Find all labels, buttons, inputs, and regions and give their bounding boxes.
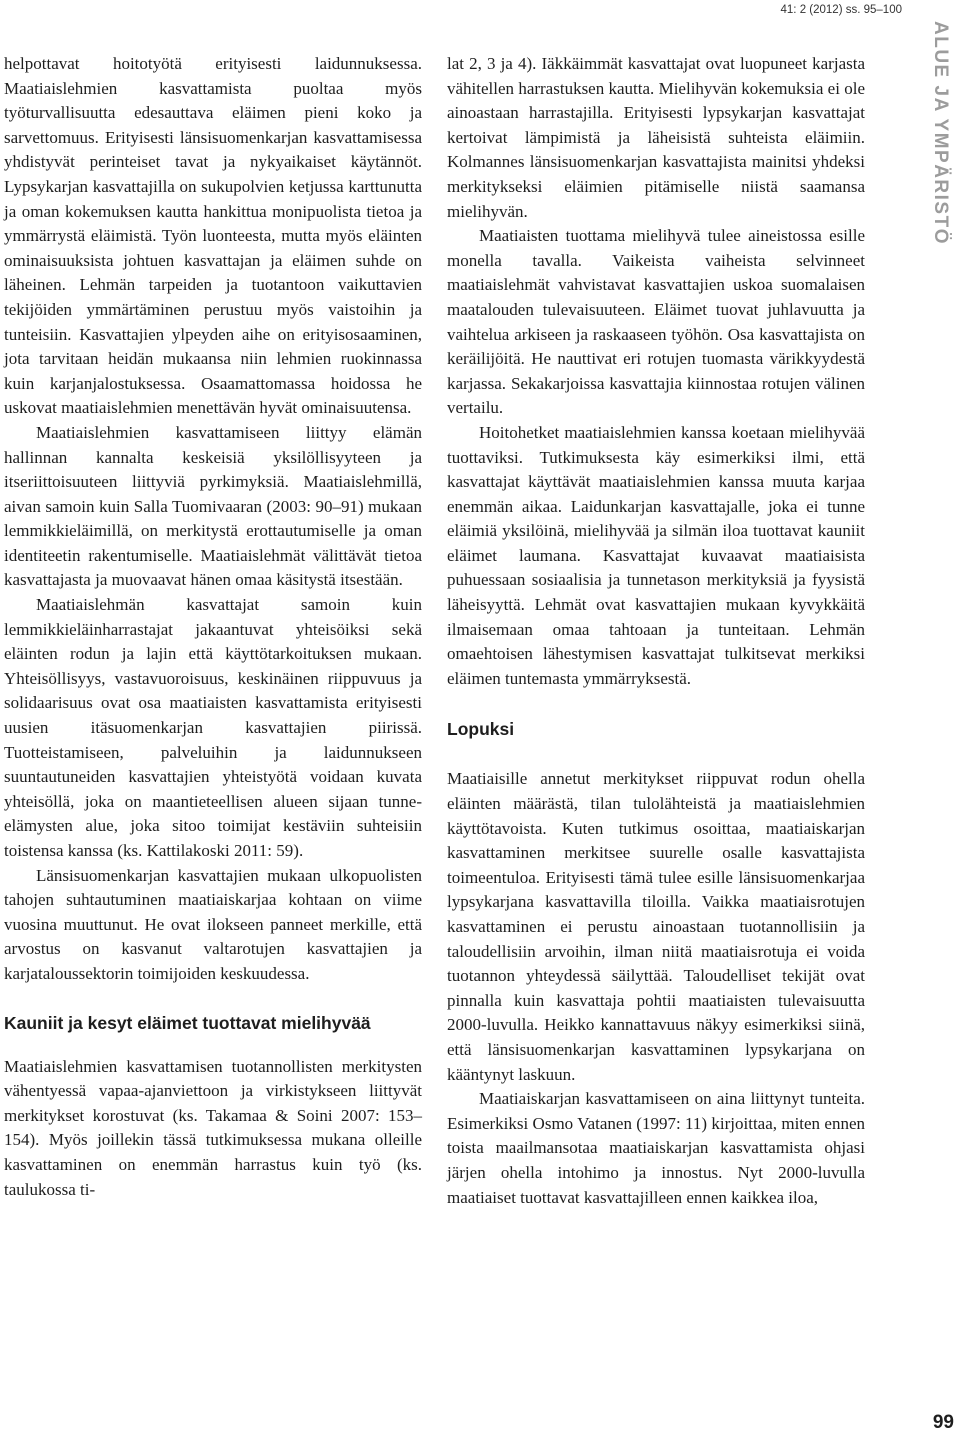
section-heading: Kauniit ja kesyt eläimet tuottavat mielihyvää (4, 1012, 371, 1033)
journal-reference: 41: 2 (2012) ss. 95–100 (780, 4, 902, 16)
body-paragraph: Maatiaiskarjan kasvattamiseen on aina liittynyt tunteita. Esimerkiksi Osmo Vatanen (1997: 11) kirjoittaa, miten ennen toista maailmansotaa maatiaiskarjan kasvattamista ohjasi järjen ohella intohimo ja innostus. Nyt 2000-luvulla maatiaiset tuottavat kasvattajilleen ennen kaikkea iloa, (447, 1089, 865, 1207)
body-paragraph: Maatiaislehmän kasvattajat samoin kuin lemmikkieläinharrastajat jakaantuvat yhteisöiksi sekä eläinten rodun ja lajin että käyttötarkoituksen mukaan. Yhteisöllisyys, vastavuoroisuus, keskinäinen riippuvuus ja solidaarisuus ovat osa maatiaisten kasvattamista erityisesti uusien itäsuomenkarjan kasvattajien piirissä. Tuotteistamiseen, palveluihin ja laidunnukseen suuntautuneiden kasvattajien yhteistyötä voidaan kuvata yhteisöllä, joka on maantieteellisen alueen sijaan tunne-elämysten alue, joka sitoo toimijat kestäviin suhteisiin toistensa kanssa (ks. Kattilakoski 2011: 59). (4, 595, 422, 860)
body-paragraph: lat 2, 3 ja 4). Iäkkäimmät kasvattajat ovat luopuneet karjasta vähitellen harrastuksen kautta. Mielihyvän kokemuksia ei ole ainoastaan harrastajilla. Erityisesti lypsykarjan kasvattajat kertoivat lämpimistä ja läheisistä suhteista eläimiin. Kolmannes länsisuomenkarjan kasvattajista mainitsi yhdeksi merkitykseksi eläimien pitämiselle niistä saamansa mielihyvän. (447, 54, 865, 221)
body-paragraph: Maatiaisten tuottama mielihyvä tulee aineistossa esille monella tavalla. Vaikeista vaiheista selvinneet maatiaislehmät vahvistavat kasvattajien uskoa suomalaisen maatalouden tulevaisuuteen. Eläimet tuovat juhlavuutta ja vaihtelua arkiseen ja raskaaseen työhön. Osa kasvattajista on keräilijöitä. He nauttivat eri rotujen tuomasta värikkyydestä karjassa. Sekakarjoissa kasvattajia kiinnostaa rotujen välinen vertailu. (447, 226, 865, 418)
page-number: 99 (932, 1412, 954, 1433)
right-column (447, 52, 865, 1210)
body-paragraph: Maatiaislehmien kasvattamiseen liittyy elämän hallinnan kannalta keskeisiä yksilöllisyyteen ja itseriittoisuuteen liittyviä pyrkimyksiä. Maatiaislehmillä, aivan samoin kuin Salla Tuomivaaran (2003: 90–91) mukaan lemmikkieläimillä, on merkitystä erottautumiselle ja oman identiteetin rakentumiselle. Maatiaislehmät välittävät tietoa kasvattajasta ja muovaavat hänen omaa käsitystä itsestään. (4, 422, 422, 590)
left-column (4, 52, 422, 1202)
body-paragraph: Maatiaislehmien kasvattamisen tuotannollisten merkitysten vähentyessä vapaa-ajanviettoon ja virkistykseen liittyvät merkitykset korostuvat (ks. Takamaa & Soini 2007: 153–154). Myös joillekin tässä tutkimuksessa mukana olleille kasvattaminen on enemmän harrastus kuin työ (ks. taulukossa ti- (4, 1056, 422, 1199)
body-paragraph: Länsisuomenkarjan kasvattajien mukaan ulkopuolisten tahojen suhtautuminen maatiaiskarjaa kohtaan on viime vuosina muuttunut. He ovat ilokseen panneet merkille, että arvostus on kasvanut valtarotujen kasvattajien ja karjataloussektorin toimijoiden keskuudessa. (4, 865, 422, 983)
body-paragraph: helpottavat hoitotyötä erityisesti laidunnuksessa. Maatiaislehmien kasvattamista puoltaa myös työturvallisuutta edesauttava eläimen pieni koko ja sarvettomuus. Erityisesti länsisuomenkarjan kasvattamisessa yhdistyvät perinteiset tavat ja nykyaikaiset käytännöt. Lypsykarjan kasvattajilla on sukupolvien ketjussa karttunutta ja oman kokemuksen kautta hankittua monipuolista tietoa ja ymmärrystä eläimistä. Työn luonteesta, mutta myös eläinten ominaisuuksista johtuen kasvattajan ja eläimen suhde on läheinen. Lehmän tarpeiden ja tuotantoon vaikuttavien tekijöiden ymmärtäminen perustuu myös vaistoihin ja tunteisiin. Kasvattajien ylpeyden aihe on erityisosaaminen, jota tarvitaan heidän mukaansa niin lehmien ruokinnassa kuin karjanjalostuksessa. Osaamattomassa hoidossa he uskovat maatiaislehmien menettävän hyvät ominaisuutensa. (4, 54, 422, 418)
section-label (920, 18, 960, 248)
body-paragraph: Maatiaisille annetut merkitykset riippuvat rodun ohella eläinten määrästä, tilan tulolähteistä ja maatiaislehmien käyttötavoista. Kuten tutkimus osoittaa, maatiaiskarjan kasvattaminen merkitsee suurelle osalle kasvattajista toimeentuloa. Erityisesti tämä tulee esille länsisuomenkarjaa lypsykarjana kasvattavilla tiloilla. Vaikka maatiaisrotujen kasvattaminen ei perustu ainoastaan tuotannollisiin ja taloudellisiin arvoihin, ilman niitä maatiaisrotuja ei voida tuotannon yhteydessä säilyttää. Taloudelliset tekijät ovat pinnalla kuin kasvattaja pohtii maatiaisten tulevaisuutta 2000-luvulla. Heikko kannattavuus näkyy esimerkiksi siinä, että länsisuomenkarjan kasvattaminen lypsykarjana on kääntynyt laskuun. (447, 769, 865, 1084)
body-paragraph: Hoitohetket maatiaislehmien kanssa koetaan mielihyvää tuottaviksi. Tutkimuksesta käy esimerkiksi ilmi, että kasvattajat käyttävät maatiaislehmien kanssa muuta karjaa enemmän aikaa. Laidunkarjan kasvattajalle, joka ei tunne eläimiä yksilöinä, mielihyvää ja silmän iloa tuottavat kauniit eläimet laumana. Kasvattajat kuvaavat maatiaisista puhuessaan sosiaalisia ja tunnetason merkityksiä ja fyysistä läheisyyttä. Lehmät ovat kasvattajien mukaan kyvykkäitä ilmaisemaan omaa tahtoaan ja tunteitaan. Lehmän omaehtoisen lähestymisen kasvattajat tulkitsevat merkiksi eläimen tuntemasta ymmärryksestä. (447, 422, 865, 688)
section-heading: Lopuksi (447, 719, 515, 740)
section-label-text: ALUE JA YMPÄRISTÖ (930, 21, 952, 245)
